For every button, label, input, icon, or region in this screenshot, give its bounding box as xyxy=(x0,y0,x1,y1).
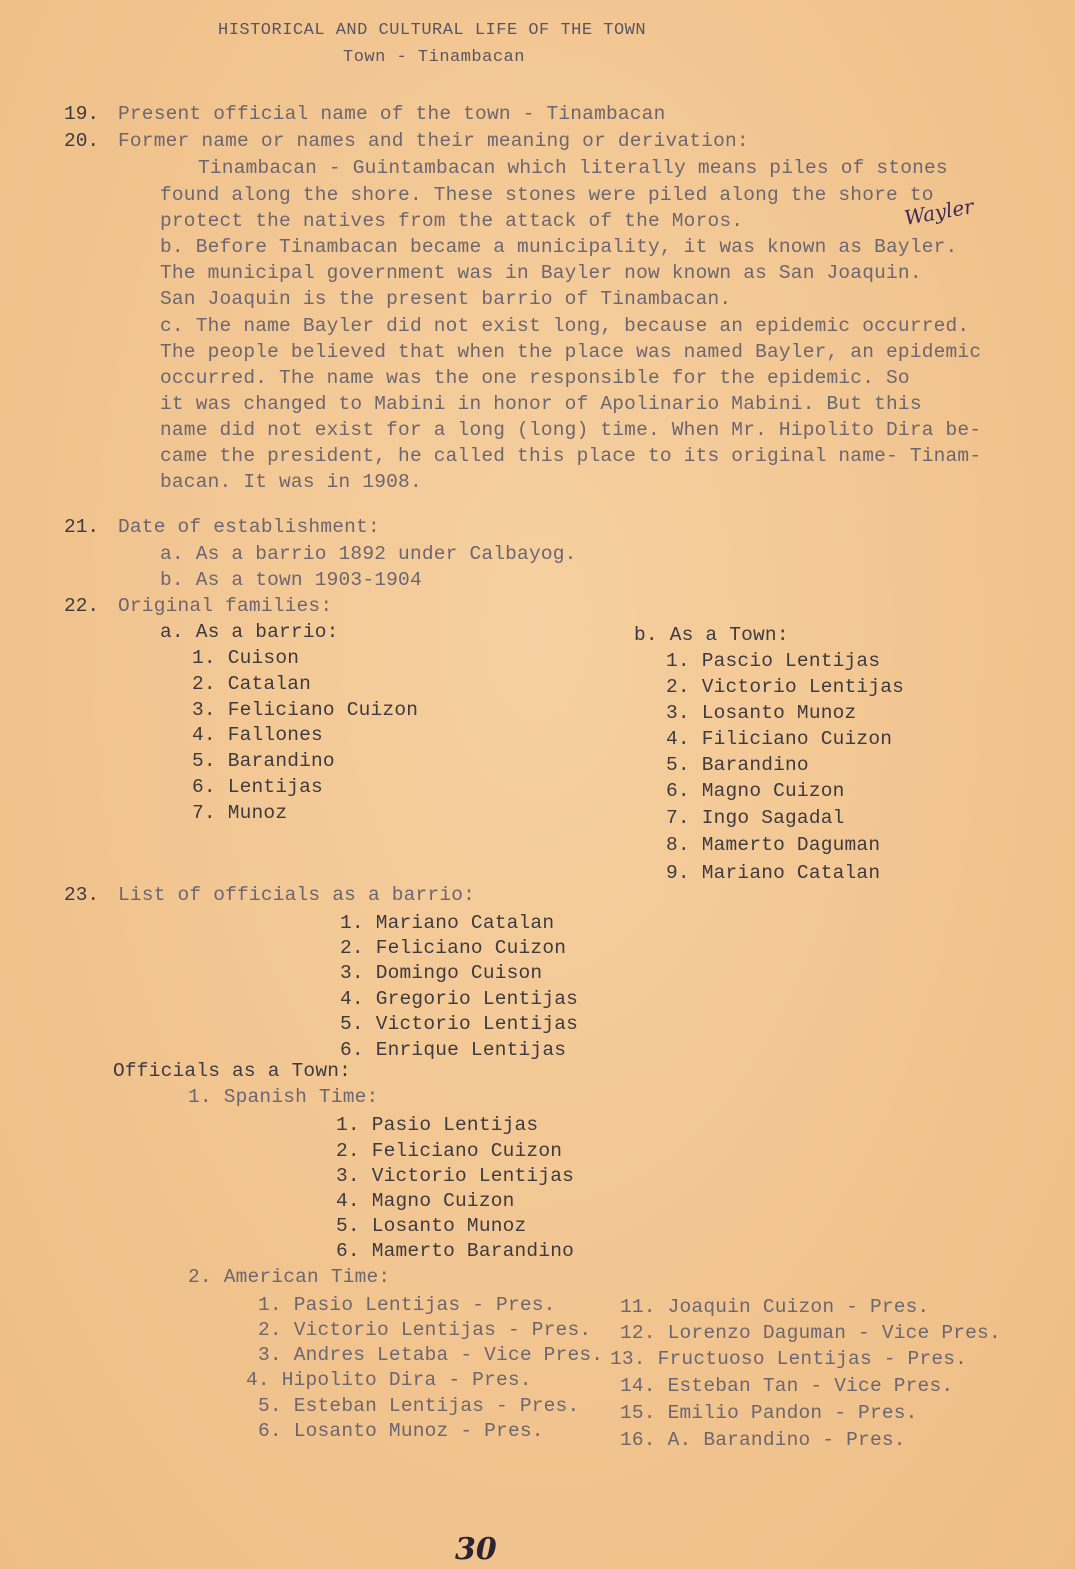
town-family: 3. Losanto Munoz xyxy=(666,702,857,724)
item-20-number: 20. xyxy=(64,130,100,152)
american-official: 1. Pasio Lentijas - Pres. xyxy=(258,1294,556,1316)
item-20-line: found along the shore. These stones were piled along the shore to xyxy=(160,184,934,206)
barrio-official: 5. Victorio Lentijas xyxy=(340,1013,579,1035)
american-official: 3. Andres Letaba - Vice Pres. xyxy=(258,1344,604,1366)
item-20-line: The municipal government was in Bayler now known as San Joaquin. xyxy=(160,262,922,284)
item-20-line: The people believed that when the place was named Bayler, an epidemic xyxy=(160,341,982,363)
item-21-line: a. As a barrio 1892 under Calbayog. xyxy=(160,543,577,565)
barrio-family: 6. Lentijas xyxy=(192,776,323,798)
barrio-family: 7. Munoz xyxy=(192,802,288,824)
item-21-line: b. As a town 1903-1904 xyxy=(160,569,422,591)
barrio-official: 1. Mariano Catalan xyxy=(340,912,555,934)
town-family: 7. Ingo Sagadal xyxy=(666,807,845,829)
item-20-line: occurred. The name was the one responsible for the epidemic. So xyxy=(160,367,910,389)
item-20-line: it was changed to Mabini in honor of Apolinario Mabini. But this xyxy=(160,393,922,415)
town-families-label: b. As a Town: xyxy=(634,624,789,646)
item-21-text: Date of establishment: xyxy=(118,516,380,538)
barrio-family: 5. Barandino xyxy=(192,750,335,772)
spanish-official: 4. Magno Cuizon xyxy=(336,1190,515,1212)
town-family: 6. Magno Cuizon xyxy=(666,780,845,802)
american-official: 11. Joaquin Cuizon - Pres. xyxy=(620,1296,930,1318)
town-family: 9. Mariano Catalan xyxy=(666,862,881,884)
town-family: 4. Filiciano Cuizon xyxy=(666,728,893,750)
barrio-official: 6. Enrique Lentijas xyxy=(340,1039,567,1061)
item-23-text: List of officials as a barrio: xyxy=(118,884,476,906)
town-officials-label: Officials as a Town: xyxy=(113,1060,352,1082)
american-official: 13. Fructuoso Lentijas - Pres. xyxy=(610,1348,968,1370)
spanish-official: 2. Feliciano Cuizon xyxy=(336,1140,563,1162)
item-20-line: came the president, he called this place to its original name- Tinam- xyxy=(160,445,982,467)
spanish-official: 5. Losanto Munoz xyxy=(336,1215,527,1237)
spanish-official: 1. Pasio Lentijas xyxy=(336,1114,539,1136)
american-official: 6. Losanto Munoz - Pres. xyxy=(258,1420,544,1442)
barrio-official: 3. Domingo Cuison xyxy=(340,962,543,984)
item-22-number: 22. xyxy=(64,595,100,617)
item-19-number: 19. xyxy=(64,103,100,125)
item-20-line: protect the natives from the attack of the Moros. xyxy=(160,210,744,232)
handwritten-note: Wayler xyxy=(902,194,976,230)
american-official: 16. A. Barandino - Pres. xyxy=(620,1429,906,1451)
barrio-family: 1. Cuison xyxy=(192,647,300,669)
american-official: 5. Esteban Lentijas - Pres. xyxy=(258,1395,580,1417)
item-23-number: 23. xyxy=(64,884,100,906)
american-official: 2. Victorio Lentijas - Pres. xyxy=(258,1319,592,1341)
town-family: 8. Mamerto Daguman xyxy=(666,834,881,856)
page-number: 30 xyxy=(455,1532,497,1567)
spanish-time-label: 1. Spanish Time: xyxy=(188,1086,379,1108)
barrio-family: 4. Fallones xyxy=(192,724,323,746)
barrio-official: 2. Feliciano Cuizon xyxy=(340,937,567,959)
spanish-official: 3. Victorio Lentijas xyxy=(336,1165,575,1187)
town-family: 1. Pascio Lentijas xyxy=(666,650,881,672)
american-official: 12. Lorenzo Daguman - Vice Pres. xyxy=(620,1322,1001,1344)
document-subtitle: Town - Tinambacan xyxy=(343,48,525,67)
item-20-text: Former name or names and their meaning or derivation: xyxy=(118,130,749,152)
american-official: 14. Esteban Tan - Vice Pres. xyxy=(620,1375,954,1397)
item-20-line: b. Before Tinambacan became a municipality, it was known as Bayler. xyxy=(160,236,958,258)
item-19-text: Present official name of the town - Tinambacan xyxy=(118,103,666,125)
item-20-line: c. The name Bayler did not exist long, because an epidemic occurred. xyxy=(160,315,970,337)
item-21-number: 21. xyxy=(64,516,100,538)
town-family: 2. Victorio Lentijas xyxy=(666,676,905,698)
item-20-line: bacan. It was in 1908. xyxy=(160,471,422,493)
document-title: HISTORICAL AND CULTURAL LIFE OF THE TOWN xyxy=(218,21,647,40)
item-20-line: name did not exist for a long (long) time. When Mr. Hipolito Dira be- xyxy=(160,419,982,441)
barrio-family: 3. Feliciano Cuizon xyxy=(192,699,419,721)
barrio-family: 2. Catalan xyxy=(192,673,312,695)
item-20-line: San Joaquin is the present barrio of Tinambacan. xyxy=(160,288,732,310)
item-22-text: Original families: xyxy=(118,595,333,617)
american-time-label: 2. American Time: xyxy=(188,1266,391,1288)
spanish-official: 6. Mamerto Barandino xyxy=(336,1240,575,1262)
town-family: 5. Barandino xyxy=(666,754,809,776)
barrio-families-label: a. As a barrio: xyxy=(160,621,339,643)
american-official: 4. Hipolito Dira - Pres. xyxy=(246,1369,532,1391)
american-official: 15. Emilio Pandon - Pres. xyxy=(620,1402,918,1424)
item-20-line: Tinambacan - Guintambacan which literally means piles of stones xyxy=(198,157,948,179)
barrio-official: 4. Gregorio Lentijas xyxy=(340,988,579,1010)
